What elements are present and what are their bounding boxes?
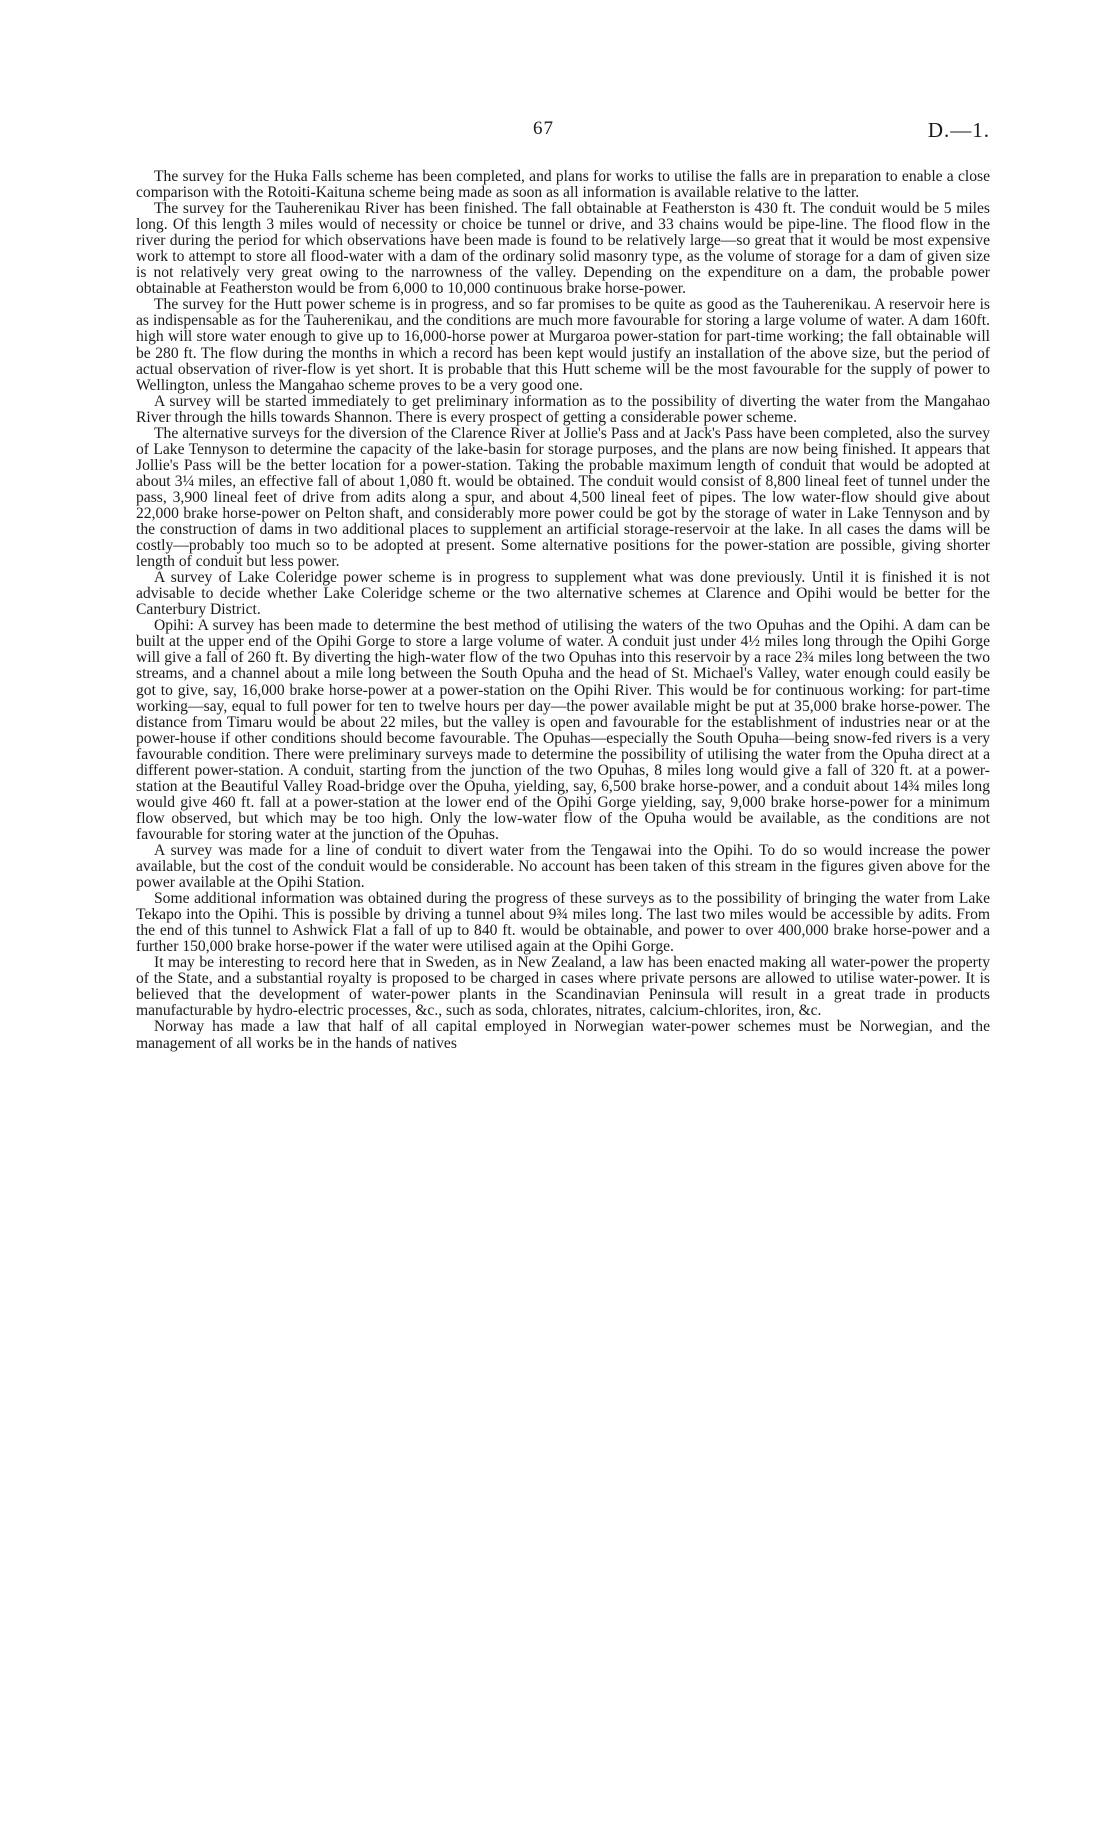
paragraph-mangahao: A survey will be started immediately to get preliminary information as to the possibility of diverting the water from the Mangahao River through the hills towards Shannon. There is every prospect of getting a considerable power scheme. xyxy=(136,392,990,426)
page-header xyxy=(0,118,1114,148)
paragraph-tauherenikau: The survey for the Tauherenikau River has been finished. The fall obtainable at Featherston is 430 ft. The conduit would be 5 miles long. Of this length 3 miles would of necessity or choice be tunnel or drive, and 33 chains would be pipe-line. The flood flow in the river during the period for which observations have been made is found to be relatively large—so great that it would be most expensive work to attempt to store all flood-water with a dam of the ordinary solid masonry type, as the volume of storage for a dam of given size is not relatively very great owing to the narrowness of the valley. Depending on the expenditure on a dam, the probable power obtainable at Featherston would be from 6,000 to 10,000 continuous brake horse-power. xyxy=(136,200,990,298)
paragraph-tengawai: A survey was made for a line of conduit to divert water from the Tengawai into the Opihi. To do so would increase the power available, but the cost of the conduit would be considerable. No account has been taken of this stream in the figures given above for the power available at the Opihi Station. xyxy=(136,841,990,892)
paragraph-sweden: It may be interesting to record here that in Sweden, as in New Zealand, a law has been enacted making all water-power the property of the State, and a substantial royalty is proposed to be charged in cases where private persons are allowed to utilise water-power. It is believed that the development of water-power plants in the Scandinavian Peninsula will result in a great trade in products manufacturable by hydro-electric processes, &c., such as soda, chlorates, nitrates, calcium-chlorites, iron, &c. xyxy=(136,954,990,1020)
paragraph-huka-falls: The survey for the Huka Falls scheme has been completed, and plans for works to utilise the falls are in preparation to enable a close comparison with the Rotoiti-Kaituna scheme being made as soon as all information is available relative to the latter. xyxy=(136,168,990,202)
paragraph-lake-coleridge: A survey of Lake Coleridge power scheme is in progress to supplement what was done previously. Until it is finished it is not advisable to decide whether Lake Coleridge scheme or the two alternative schemes at Clarence and Opihi would be better for the Canterbury District. xyxy=(136,569,990,619)
paragraph-lake-tekapo: Some additional information was obtained during the progress of these surveys as to the possibility of bringing the water from Lake Tekapo into the Opihi. This is possible by driving a tunnel about 9¾ miles long. The last two miles would be accessible by adits. From the end of this tunnel to Ashwick Flat a fall of up to 840 ft. would be obtainable, and power to over 400,000 brake horse-power and a further 150,000 brake horse-power if the water were utilised again at the Opihi Gorge. xyxy=(136,890,990,956)
paragraph-norway: Norway has made a law that half of all capital employed in Norwegian water-power schemes must be Norwegian, and the management of all works be in the hands of natives xyxy=(136,1018,990,1052)
document-reference: D.—1. xyxy=(927,118,990,142)
paragraph-opihi: Opihi: A survey has been made to determine the best method of utilising the waters of the two Opuhas and the Opihi. A dam can be built at the upper end of the Opihi Gorge to store a large volume of water. A conduit just under 4½ miles long through the Opihi Gorge will give a fall of 260 ft. By diverting the high-water flow of the two Opuhas into this reservoir by a race 2¾ miles long between the two streams, and a channel about a mile long between the South Opuha and the head of St. Michael's Valley, water enough could easily be got to give, say, 16,000 brake horse-power at a power-station on the Opihi River. This would be for continuous working: for part-time working—say, equal to full power for ten to twelve hours per day—the power available might be put at 35,000 brake horse-power. The distance from Timaru would be about 22 miles, but the valley is open and favourable for the establishment of industries near or at the power-house if other conditions should become favourable. The Opuhas—especially the South Opuha—being snow-fed rivers is a very favourable condition. There were preliminary surveys made to determine the possibility of utilising the water from the Opuha direct at a different power-station. A conduit, starting from the junction of the two Opuhas, 8 miles long would give a fall of 320 ft. at a power-station at the Beautiful Valley Road-bridge over the Opuha, yielding, say, 6,500 brake horse-power, and a conduit about 14¾ miles long would give 460 ft. fall at a power-station at the lower end of the Opihi Gorge yielding, say, 9,000 brake horse-power for a minimum flow observed, but which may be too high. Only the low-water flow of the Opuha would be available, as the conditions are not favourable for storing water at the junction of the Opuhas. xyxy=(136,617,990,843)
paragraph-hutt-scheme: The survey for the Hutt power scheme is in progress, and so far promises to be quite as good as the Tauherenikau. A reservoir here is as indispensable as for the Tauherenikau, and the conditions are much more favourable for storing a large volume of water. A dam 160ft. high will store water enough to give up to 16,000-horse power at Murgaroa power-station for part-time working; the fall obtainable will be 280 ft. The flow during the months in which a record has been kept would justify an installation of the above size, but the period of actual observation of river-flow is yet short. It is probable that this Hutt scheme will be the most favourable for the supply of power to Wellington, unless the Mangahao scheme proves to be a very good one. xyxy=(136,296,990,394)
page-number: 67 xyxy=(533,118,554,139)
paragraph-clarence-river: The alternative surveys for the diversion of the Clarence River at Jollie's Pass and at Jack's Pass have been completed, also the survey of Lake Tennyson to determine the capacity of the lake-basin for storage purposes, and the plans are now being finished. It appears that Jollie's Pass will be the better location for a power-station. Taking the probable maximum length of conduit that would be adopted at about 3¼ miles, an effective fall of about 1,080 ft. would be obtained. The conduit would consist of 8,800 lineal feet of tunnel under the pass, 3,900 lineal feet of drive from adits along a spur, and about 4,500 lineal feet of pipes. The low water-flow should give about 22,000 brake horse-power on Pelton shaft, and considerably more power could be got by the storage of water in Lake Tennyson and by the construction of dams in two additional places to supplement an artificial storage-reservoir at the lake. In all cases the dams will be costly—probably too much so to be adopted at present. Some alternative positions for the power-station are possible, giving shorter length of conduit but less power. xyxy=(136,424,990,571)
report-body xyxy=(136,169,990,1052)
